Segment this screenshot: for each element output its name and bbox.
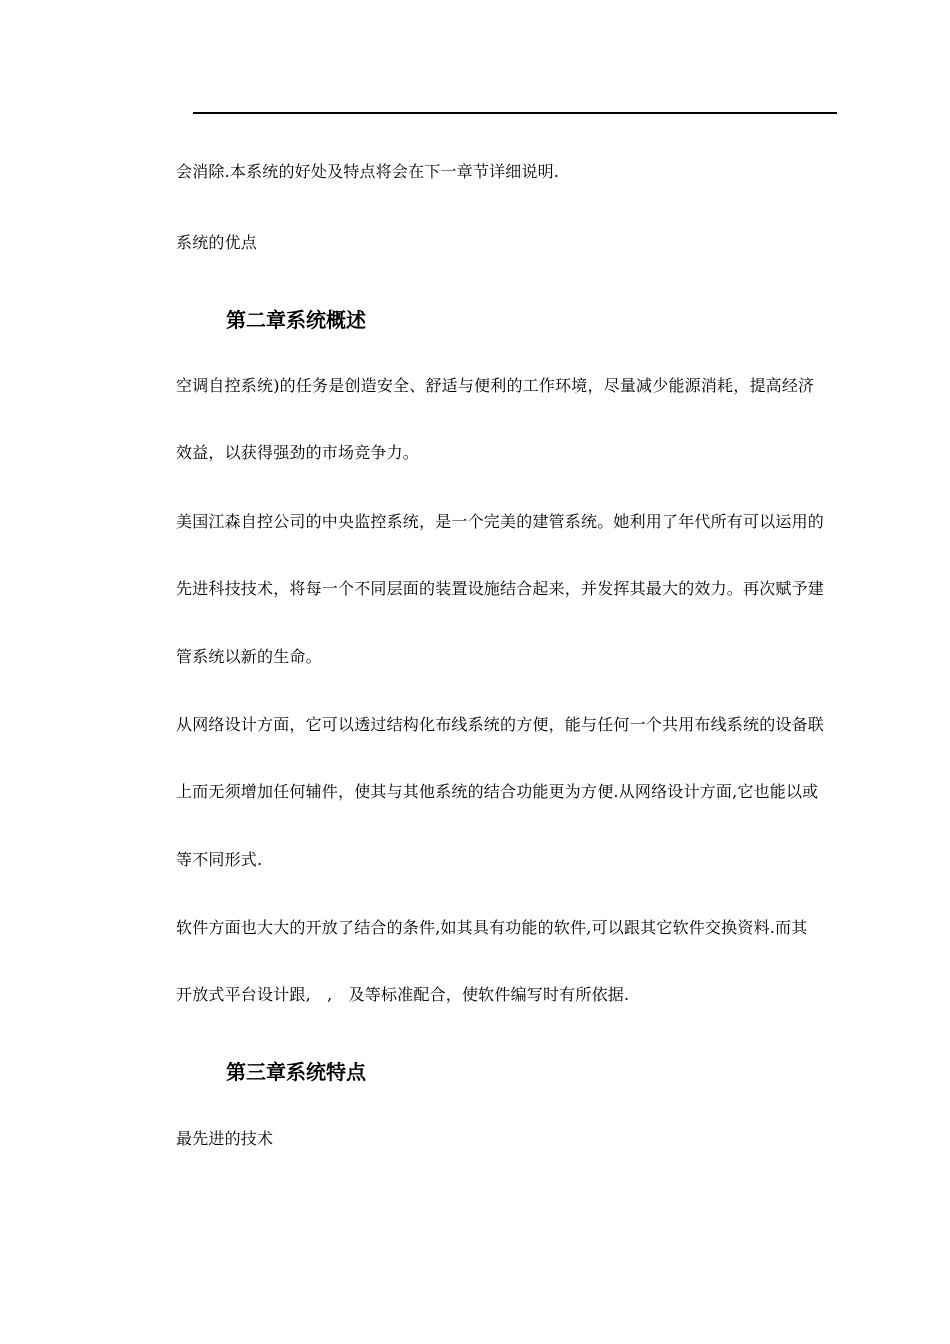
- paragraph-2-line-3: 管系统以新的生命。: [176, 647, 322, 666]
- paragraph-3-line-2: 上而无须增加任何辅件，使其与其他系统的结合功能更为方便.从网络设计方面,它也能以或: [176, 782, 819, 801]
- section-label-advantages: 系统的优点: [176, 233, 258, 252]
- paragraph-1-line-2: 效益，以获得强劲的市场竞争力。: [176, 443, 420, 462]
- section-label-advanced-technology: 最先进的技术: [176, 1129, 274, 1148]
- paragraph-3-line-1: 从网络设计方面，它可以透过结构化布线系统的方便，能与任何一个共用布线系统的设备联: [176, 715, 825, 734]
- paragraph-4-line-2: 开放式平台设计跟, , 及等标准配合，使软件编写时有所依据.: [176, 985, 630, 1004]
- paragraph-2-line-2: 先进科技技术，将每一个不同层面的装置设施结合起来，并发挥其最大的效力。再次赋予建: [176, 579, 825, 598]
- header-rule: [193, 112, 837, 114]
- chapter-2-title: 第二章系统概述: [226, 308, 366, 332]
- paragraph-3-line-3: 等不同形式.: [176, 850, 263, 869]
- paragraph-2-line-1: 美国江森自控公司的中央监控系统，是一个完美的建管系统。她利用了年代所有可以运用的: [176, 512, 825, 531]
- chapter-3-title: 第三章系统特点: [226, 1060, 366, 1084]
- paragraph-4-line-1: 软件方面也大大的开放了结合的条件,如其具有功能的软件,可以跟其它软件交换资料.而其: [176, 918, 808, 937]
- paragraph-1-line-1: 空调自控系统)的任务是创造安全、舒适与便利的工作环境，尽量减少能源消耗，提高经济: [176, 376, 815, 395]
- intro-line: 会消除.本系统的好处及特点将会在下一章节详细说明.: [176, 162, 560, 181]
